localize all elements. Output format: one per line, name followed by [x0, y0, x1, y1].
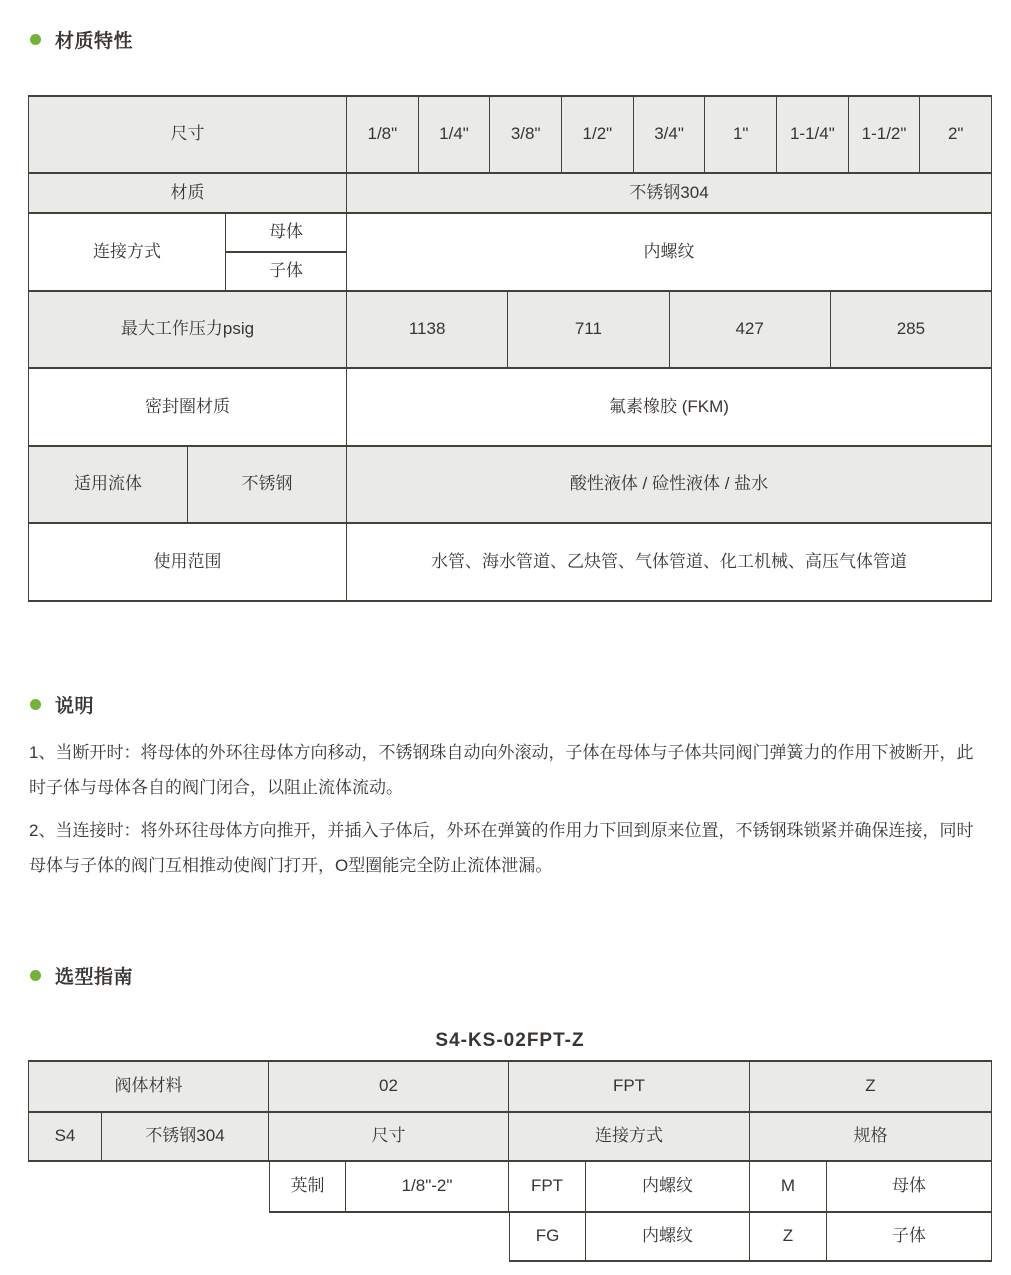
spec-type-male-cell: 子体: [827, 1213, 992, 1262]
connection-code-fpt-cell: FPT: [509, 1162, 586, 1213]
size-value-cell: 2": [920, 97, 992, 174]
selection-row-categories: [28, 1113, 992, 1162]
connection-sub-column: [226, 214, 347, 292]
empty-spacer-cell: [28, 1213, 509, 1262]
spec-category-cell: 规格: [750, 1113, 992, 1162]
pressure-label-cell: 最大工作压力psig: [29, 292, 347, 369]
size-value-cell: 3/4": [634, 97, 706, 174]
selection-row-option2: [28, 1213, 992, 1262]
spec-row-pressure: [29, 292, 992, 369]
green-bullet-icon: [30, 699, 41, 710]
fluid-sub-cell: 不锈钢: [188, 447, 347, 524]
connection-code-header-cell: FPT: [509, 1060, 750, 1113]
spec-code-z-cell: Z: [750, 1213, 827, 1262]
note-paragraph-2: 2、当连接时：将外环往母体方向推开，并插入子体后，外环在弹簧的作用力下回到原来位置，不锈钢珠锁紧并确保连接，同时母体与子体的阀门互相推动使阀门打开，O型圈能完全防止流体泄漏。: [29, 821, 974, 875]
connection-type-fg-cell: 内螺纹: [586, 1213, 750, 1262]
size-value-cell: 1/2": [562, 97, 634, 174]
green-bullet-icon: [30, 34, 41, 45]
size-value-cell: 1/4": [419, 97, 491, 174]
size-value-cell: 1": [705, 97, 777, 174]
usage-value-cell: 水管、海水管道、乙炔管、气体管道、化工机械、高压气体管道: [347, 524, 992, 602]
size-value-cell: 1/8": [347, 97, 419, 174]
size-value-cell: 1-1/4": [777, 97, 849, 174]
material-value-cell: 不锈钢304: [347, 174, 992, 214]
connection-label-cell: 连接方式: [29, 214, 226, 292]
material-properties-heading-label: 材质特性: [55, 31, 134, 52]
connection-code-fg-cell: FG: [509, 1213, 586, 1262]
body-material-value-cell: 不锈钢304: [102, 1113, 269, 1162]
selection-guide-heading: [30, 962, 133, 989]
fluid-label-cell: 适用流体: [29, 447, 188, 524]
spec-code-header-cell: Z: [750, 1060, 992, 1113]
spec-row-seal: [29, 369, 992, 447]
size-range-cell: 1/8"-2": [346, 1162, 509, 1213]
unit-system-cell: 英制: [269, 1162, 346, 1213]
connection-sub-cell-male: 子体: [226, 253, 347, 292]
fluid-value-cell: 酸性液体 / 硷性液体 / 盐水: [347, 447, 992, 524]
pressure-value-cell: 711: [508, 292, 669, 369]
body-material-code-cell: S4: [28, 1113, 102, 1162]
connection-value-cell: 内螺纹: [347, 214, 992, 292]
spec-row-usage: [29, 524, 992, 602]
size-value-cell: 3/8": [490, 97, 562, 174]
pressure-value-cell: 427: [670, 292, 831, 369]
spec-code-m-cell: M: [750, 1162, 827, 1213]
size-value-cell: 1-1/2": [849, 97, 921, 174]
usage-label-cell: 使用范围: [29, 524, 347, 602]
pressure-value-cell: 1138: [347, 292, 508, 369]
notes-heading: [30, 691, 94, 718]
selection-guide-heading-label: 选型指南: [55, 967, 134, 988]
connection-category-cell: 连接方式: [509, 1113, 750, 1162]
connection-type-fpt-cell: 内螺纹: [586, 1162, 750, 1213]
spec-type-female-cell: 母体: [827, 1162, 992, 1213]
material-properties-heading: [30, 26, 133, 53]
body-material-header-cell: 阀体材料: [28, 1060, 269, 1113]
notes-heading-label: 说明: [55, 696, 95, 717]
selection-row-codes: [28, 1060, 992, 1113]
size-category-cell: 尺寸: [269, 1113, 509, 1162]
spec-row-fluid: [29, 447, 992, 524]
size-code-header-cell: 02: [269, 1060, 509, 1113]
model-code-title: S4-KS-02FPT-Z: [435, 1030, 585, 1051]
connection-sub-cell-female: 母体: [226, 214, 347, 253]
spec-table: [28, 95, 992, 602]
spec-row-material: [29, 174, 992, 214]
size-label-cell: 尺寸: [29, 97, 347, 174]
pressure-value-cell: 285: [831, 292, 992, 369]
spec-row-size: [29, 97, 992, 174]
note-paragraph-1: 1、当断开时：将母体的外环往母体方向移动，不锈钢珠自动向外滚动，子体在母体与子体共同阀门弹簧力的作用下被断开，此时子体与母体各自的阀门闭合，以阻止流体流动。: [29, 743, 974, 797]
spec-row-connection: [29, 214, 992, 292]
seal-label-cell: 密封圈材质: [29, 369, 347, 447]
green-bullet-icon: [30, 970, 41, 981]
selection-row-option1: [28, 1162, 992, 1213]
seal-value-cell: 氟素橡胶 (FKM): [347, 369, 992, 447]
material-label-cell: 材质: [29, 174, 347, 214]
notes-body: [29, 735, 989, 891]
empty-spacer-cell: [28, 1162, 269, 1213]
selection-guide-table: [28, 1060, 992, 1262]
